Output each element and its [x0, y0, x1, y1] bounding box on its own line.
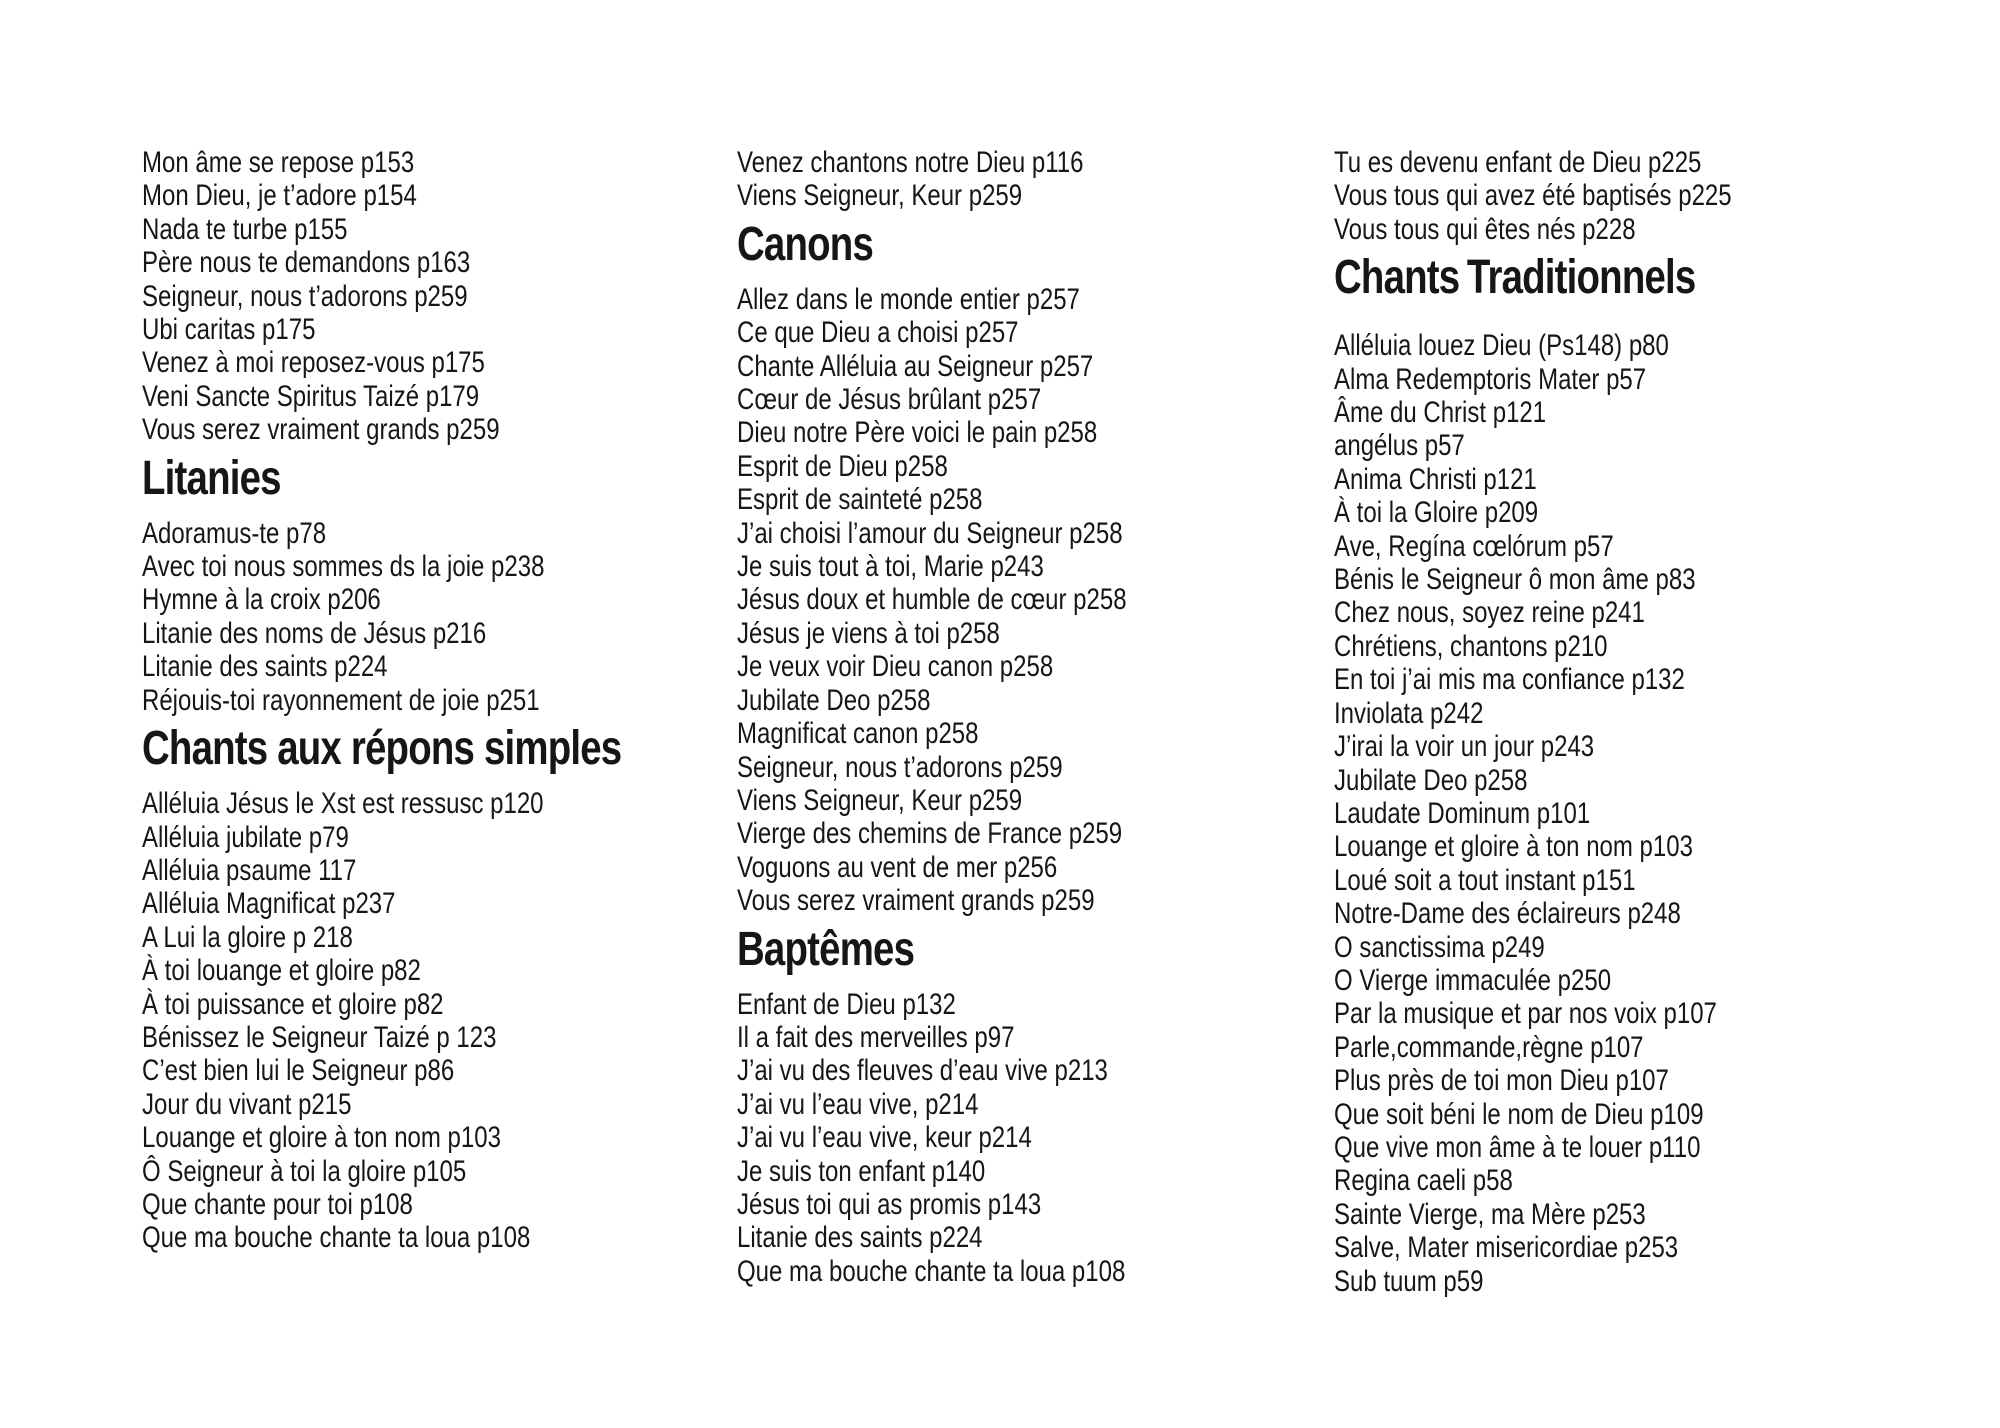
song-entry: A Lui la gloire p 218 — [142, 920, 353, 954]
song-entry: Venez à moi reposez-vous p175 — [142, 346, 485, 380]
section-header: Baptêmes — [737, 922, 915, 976]
song-entry: Je suis tout à toi, Marie p243 — [737, 550, 1044, 584]
song-entry: Salve, Mater misericordiae p253 — [1334, 1231, 1679, 1265]
song-entry: Adoramus-te p78 — [142, 516, 327, 550]
song-entry: Jésus je viens à toi p258 — [737, 616, 1000, 650]
song-entry: Anima Christi p121 — [1334, 462, 1537, 496]
song-entry: Tu es devenu enfant de Dieu p225 — [1334, 146, 1702, 179]
song-entry: O sanctissima p249 — [1334, 930, 1545, 964]
song-entry: Jubilate Deo p258 — [1334, 763, 1528, 797]
section-header: Litanies — [142, 451, 281, 505]
index-column-1 — [142, 146, 622, 1255]
song-entry: En toi j’ai mis ma confiance p132 — [1334, 663, 1685, 697]
song-entry: Notre-Dame des éclaireurs p248 — [1334, 897, 1681, 931]
song-entry: Père nous te demandons p163 — [142, 246, 471, 280]
song-entry: Réjouis-toi rayonnement de joie p251 — [142, 683, 540, 717]
song-entry: angélus p57 — [1334, 429, 1465, 463]
song-entry: À toi la Gloire p209 — [1334, 496, 1539, 530]
song-entry: J’irai la voir un jour p243 — [1334, 730, 1595, 764]
song-entry: Allez dans le monde entier p257 — [737, 282, 1080, 316]
song-entry: Que ma bouche chante ta loua p108 — [737, 1254, 1126, 1288]
song-entry: Vous serez vraiment grands p259 — [142, 413, 500, 447]
song-entry: Louange et gloire à ton nom p103 — [1334, 830, 1693, 864]
song-entry: Esprit de sainteté p258 — [737, 483, 983, 517]
song-entry: Litanie des saints p224 — [737, 1221, 983, 1255]
song-entry: Que ma bouche chante ta loua p108 — [142, 1221, 531, 1255]
song-entry: Alma Redemptoris Mater p57 — [1334, 362, 1647, 396]
song-entry: Laudate Dominum p101 — [1334, 796, 1591, 830]
song-entry: Sainte Vierge, ma Mère p253 — [1334, 1197, 1646, 1231]
song-entry: Jour du vivant p215 — [142, 1087, 352, 1121]
song-entry: Que vive mon âme à te louer p110 — [1334, 1130, 1701, 1164]
song-entry: Esprit de Dieu p258 — [737, 449, 948, 483]
song-entry: Cœur de Jésus brûlant p257 — [737, 383, 1042, 417]
song-entry: À toi louange et gloire p82 — [142, 954, 421, 988]
song-entry: Magnificat canon p258 — [737, 717, 979, 751]
song-entry: Alléluia louez Dieu (Ps148) p80 — [1334, 329, 1669, 363]
song-entry: Seigneur, nous t’adorons p259 — [142, 279, 468, 313]
song-entry: O Vierge immaculée p250 — [1334, 963, 1612, 997]
song-entry: Alléluia Jésus le Xst est ressusc p120 — [142, 787, 544, 821]
song-entry: Louange et gloire à ton nom p103 — [142, 1121, 501, 1155]
song-entry: Litanie des noms de Jésus p216 — [142, 616, 487, 650]
song-entry: Que soit béni le nom de Dieu p109 — [1334, 1097, 1704, 1131]
section-header: Chants Traditionnels — [1334, 251, 1696, 305]
song-entry: Inviolata p242 — [1334, 696, 1484, 730]
song-entry: J’ai vu des fleuves d’eau vive p213 — [737, 1054, 1108, 1088]
index-column-3 — [1334, 146, 1814, 1298]
song-entry: Litanie des saints p224 — [142, 650, 388, 684]
song-entry: C’est bien lui le Seigneur p86 — [142, 1054, 455, 1088]
song-entry: Jubilate Deo p258 — [737, 683, 931, 717]
song-entry: Alléluia psaume 117 — [142, 853, 357, 887]
song-entry: J’ai choisi l’amour du Seigneur p258 — [737, 516, 1123, 550]
song-entry: Chez nous, soyez reine p241 — [1334, 596, 1645, 630]
song-entry: Je suis ton enfant p140 — [737, 1154, 986, 1188]
song-entry: Viens Seigneur, Keur p259 — [737, 179, 1023, 213]
song-entry: Sub tuum p59 — [1334, 1264, 1484, 1298]
song-entry: J’ai vu l’eau vive, p214 — [737, 1087, 979, 1121]
song-entry: J’ai vu l’eau vive, keur p214 — [737, 1121, 1032, 1155]
song-entry: Ave, Regína cœlórum p57 — [1334, 529, 1614, 563]
song-entry: Dieu notre Père voici le pain p258 — [737, 416, 1098, 450]
song-entry: Venez chantons notre Dieu p116 — [737, 146, 1084, 179]
song-entry: Bénis le Seigneur ô mon âme p83 — [1334, 563, 1696, 597]
song-entry: À toi puissance et gloire p82 — [142, 987, 444, 1021]
song-entry: Parle,commande,règne p107 — [1334, 1030, 1644, 1064]
song-entry: Nada te turbe p155 — [142, 212, 348, 246]
song-entry: Enfant de Dieu p132 — [737, 987, 956, 1021]
song-entry: Vous tous qui avez été baptisés p225 — [1334, 179, 1732, 213]
song-entry: Vous serez vraiment grands p259 — [737, 884, 1095, 918]
song-entry: Il a fait des merveilles p97 — [737, 1020, 1015, 1054]
song-entry: Chante Alléluia au Seigneur p257 — [737, 349, 1094, 383]
song-entry: Voguons au vent de mer p256 — [737, 850, 1058, 884]
song-entry: Mon Dieu, je t’adore p154 — [142, 179, 417, 213]
song-entry: Ce que Dieu a choisi p257 — [737, 316, 1019, 350]
song-entry: Seigneur, nous t’adorons p259 — [737, 750, 1063, 784]
song-entry: Mon âme se repose p153 — [142, 146, 415, 179]
song-entry: Alléluia jubilate p79 — [142, 820, 349, 854]
song-entry: Vierge des chemins de France p259 — [737, 817, 1123, 851]
song-entry: Veni Sancte Spiritus Taizé p179 — [142, 379, 480, 413]
song-entry: Hymne à la croix p206 — [142, 583, 381, 617]
song-entry: Chrétiens, chantons p210 — [1334, 629, 1608, 663]
song-entry: Par la musique et par nos voix p107 — [1334, 997, 1717, 1031]
song-entry: Alléluia Magnificat p237 — [142, 887, 396, 921]
song-entry: Jésus doux et humble de cœur p258 — [737, 583, 1127, 617]
song-entry: Âme du Christ p121 — [1334, 396, 1547, 430]
song-entry: Que chante pour toi p108 — [142, 1187, 413, 1221]
song-entry: Vous tous qui êtes nés p228 — [1334, 212, 1636, 246]
song-entry: Plus près de toi mon Dieu p107 — [1334, 1064, 1669, 1098]
song-entry: Avec toi nous sommes ds la joie p238 — [142, 550, 545, 584]
song-entry: Ô Seigneur à toi la gloire p105 — [142, 1154, 467, 1188]
song-entry: Regina caeli p58 — [1334, 1164, 1513, 1198]
song-entry: Je veux voir Dieu canon p258 — [737, 650, 1054, 684]
song-entry: Loué soit a tout instant p151 — [1334, 863, 1636, 897]
song-entry: Ubi caritas p175 — [142, 313, 316, 347]
index-column-2 — [737, 146, 1217, 1288]
section-header: Chants aux répons simples — [142, 722, 622, 776]
song-entry: Jésus toi qui as promis p143 — [737, 1187, 1042, 1221]
song-entry: Viens Seigneur, Keur p259 — [737, 783, 1023, 817]
section-header: Canons — [737, 217, 874, 271]
song-entry: Bénissez le Seigneur Taizé p 123 — [142, 1020, 497, 1054]
